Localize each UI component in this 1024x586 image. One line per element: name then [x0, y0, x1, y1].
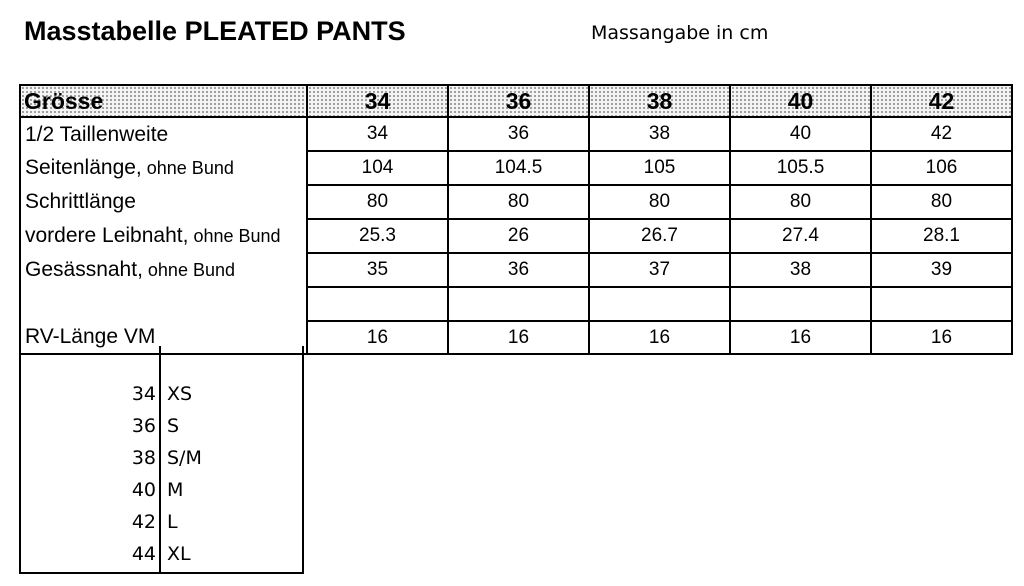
table-cell: 27.4 — [730, 219, 871, 253]
legend-code: XS — [167, 383, 193, 405]
legend-size: 34 — [131, 383, 156, 405]
row-label — [20, 253, 307, 287]
header-size: 42 — [871, 85, 1012, 117]
header-size: 36 — [448, 85, 589, 117]
row-label-text: Schrittlänge — [25, 190, 136, 213]
table-cell: 26.7 — [589, 219, 730, 253]
table-cell: 104.5 — [448, 151, 589, 185]
row-label — [20, 219, 307, 253]
table-row — [20, 219, 1012, 253]
row-label-text: vordere Leibnaht, — [25, 224, 189, 247]
table-row — [20, 185, 1012, 219]
table-cell: 16 — [307, 321, 448, 354]
unit-note: Massangabe in cm — [591, 22, 769, 44]
table-cell: 16 — [730, 321, 871, 354]
legend-item — [21, 538, 302, 570]
table-cell: 38 — [589, 117, 730, 151]
header-label: Grösse — [20, 85, 307, 117]
legend-size: 36 — [131, 415, 156, 437]
row-label-note: ohne Bund — [141, 158, 234, 178]
table-cell: 16 — [871, 321, 1012, 354]
table-cell: 80 — [307, 185, 448, 219]
table-cell: 106 — [871, 151, 1012, 185]
row-label-text: 1/2 Taillenweite — [25, 122, 169, 146]
table-cell: 105.5 — [730, 151, 871, 185]
table-cell: 80 — [871, 185, 1012, 219]
table-cell: 39 — [871, 253, 1012, 287]
table-cell: 80 — [448, 185, 589, 219]
table-cell: 26 — [448, 219, 589, 253]
legend-size: 40 — [131, 479, 156, 501]
table-cell — [730, 287, 871, 321]
row-label-text: RV-Länge VM — [25, 325, 156, 348]
legend-code: S — [167, 415, 180, 437]
table-row — [20, 287, 1012, 321]
table-cell: 36 — [448, 117, 589, 151]
size-legend — [19, 346, 304, 574]
table-cell: 40 — [730, 117, 871, 151]
legend-item — [21, 410, 302, 442]
row-label — [20, 185, 307, 219]
legend-item — [21, 474, 302, 506]
legend-code: XL — [167, 543, 191, 565]
table-cell: 80 — [730, 185, 871, 219]
row-label-note: ohne Bund — [142, 260, 235, 280]
legend-code: S/M — [167, 447, 202, 469]
legend-code: M — [167, 479, 184, 501]
table-cell — [589, 287, 730, 321]
table-cell: 38 — [730, 253, 871, 287]
legend-size: 44 — [131, 543, 156, 565]
table-cell: 16 — [448, 321, 589, 354]
table-cell — [448, 287, 589, 321]
header-size: 34 — [307, 85, 448, 117]
header-size: 38 — [589, 85, 730, 117]
table-cell: 42 — [871, 117, 1012, 151]
table-cell: 80 — [589, 185, 730, 219]
table-row — [20, 253, 1012, 287]
legend-item — [21, 506, 302, 538]
table-cell: 28.1 — [871, 219, 1012, 253]
table-row — [20, 151, 1012, 185]
table-cell: 34 — [307, 117, 448, 151]
row-label — [20, 151, 307, 185]
table-header-row — [20, 85, 1012, 117]
legend-size: 42 — [131, 511, 156, 533]
row-label-text: Gesässnaht, — [25, 258, 143, 281]
table-cell: 37 — [589, 253, 730, 287]
legend-item — [21, 442, 302, 474]
table-cell — [307, 287, 448, 321]
row-label-text: Seitenlänge, — [25, 156, 142, 179]
header-size: 40 — [730, 85, 871, 117]
legend-item — [21, 378, 302, 410]
table-cell — [871, 287, 1012, 321]
size-table — [19, 84, 1013, 355]
table-cell: 16 — [589, 321, 730, 354]
table-cell: 25.3 — [307, 219, 448, 253]
table-cell: 105 — [589, 151, 730, 185]
row-label — [20, 117, 307, 151]
row-label — [20, 287, 307, 321]
table-row — [20, 117, 1012, 151]
row-label-note: ohne Bund — [188, 226, 281, 246]
legend-code: L — [167, 511, 178, 533]
legend-size: 38 — [131, 447, 156, 469]
table-cell: 104 — [307, 151, 448, 185]
page-title: Masstabelle PLEATED PANTS — [24, 16, 406, 46]
table-cell: 36 — [448, 253, 589, 287]
table-cell: 35 — [307, 253, 448, 287]
